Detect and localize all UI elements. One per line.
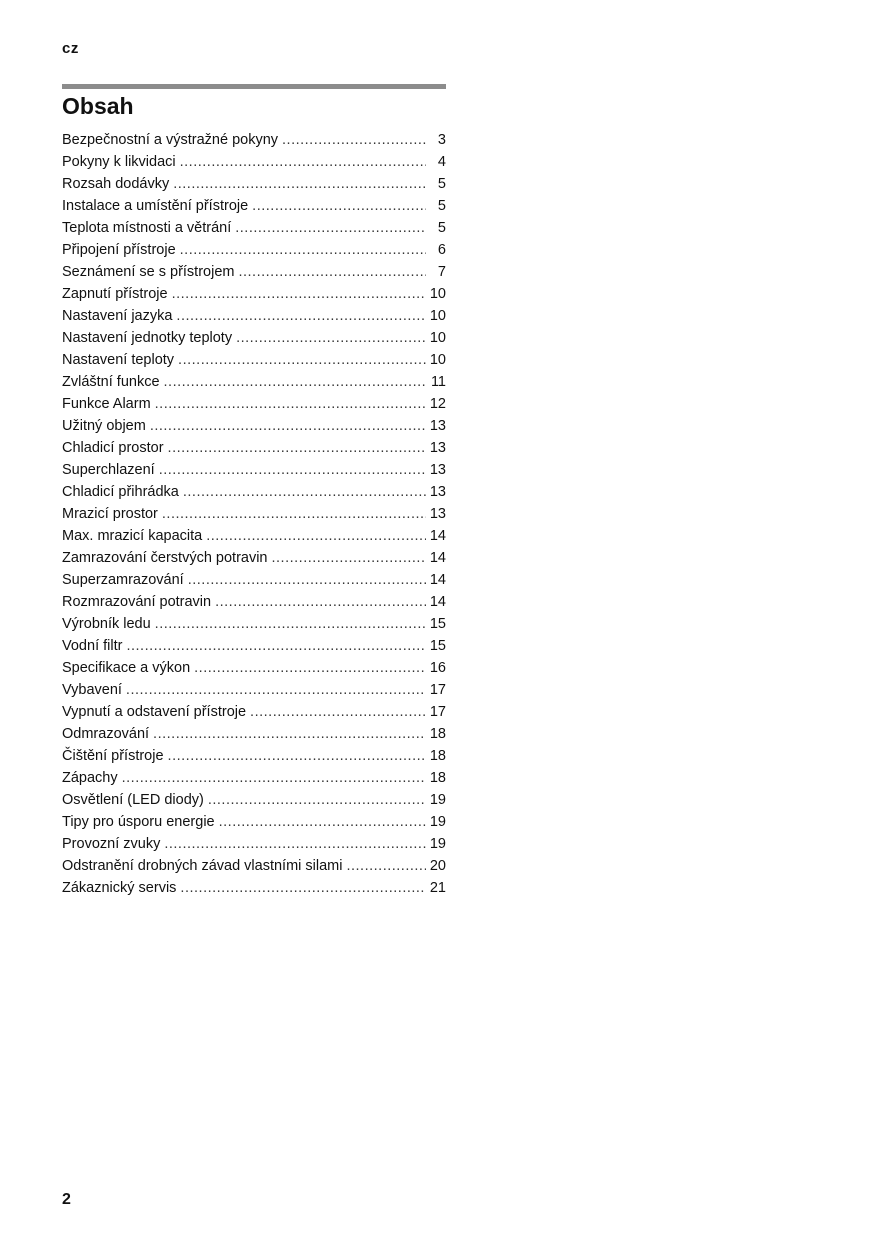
toc-entry[interactable] bbox=[62, 239, 446, 261]
toc-dot-leader bbox=[208, 789, 426, 811]
toc-entry-page: 10 bbox=[429, 308, 446, 324]
toc-entry-page: 17 bbox=[429, 704, 446, 720]
toc-entry-label: Připojení přístroje bbox=[62, 242, 176, 258]
toc-entry-label: Provozní zvuky bbox=[62, 836, 161, 852]
toc-entry-label: Teplota místnosti a větrání bbox=[62, 220, 232, 236]
toc-entry-page: 13 bbox=[429, 484, 446, 500]
toc-entry[interactable] bbox=[62, 173, 446, 195]
toc-entry[interactable] bbox=[62, 415, 446, 437]
toc-entry-page: 14 bbox=[429, 594, 446, 610]
page-title: Obsah bbox=[62, 93, 134, 119]
toc-entry-label: Max. mrazicí kapacita bbox=[62, 528, 203, 544]
toc-entry-label: Odmrazování bbox=[62, 726, 150, 742]
toc-entry-page: 13 bbox=[429, 462, 446, 478]
toc-entry-page: 14 bbox=[429, 572, 446, 588]
toc-entry[interactable] bbox=[62, 767, 446, 789]
toc-entry-label: Čištění přístroje bbox=[62, 748, 164, 764]
toc-dot-leader bbox=[252, 195, 426, 217]
toc-entry[interactable] bbox=[62, 283, 446, 305]
toc-entry-page: 16 bbox=[429, 660, 446, 676]
toc-dot-leader bbox=[126, 635, 426, 657]
toc-entry-label: Zápachy bbox=[62, 770, 118, 786]
toc-entry-label: Superzamrazování bbox=[62, 572, 184, 588]
toc-entry-page: 5 bbox=[437, 198, 446, 214]
toc-entry-page: 19 bbox=[429, 836, 446, 852]
toc-dot-leader bbox=[194, 657, 426, 679]
toc-entry[interactable] bbox=[62, 371, 446, 393]
toc-entry-label: Výrobník ledu bbox=[62, 616, 151, 632]
toc-entry-label: Mrazicí prostor bbox=[62, 506, 158, 522]
toc-entry-label: Instalace a umístění přístroje bbox=[62, 198, 249, 214]
toc-dot-leader bbox=[159, 459, 426, 481]
toc-entry-label: Pokyny k likvidaci bbox=[62, 154, 176, 170]
toc-entry-page: 6 bbox=[437, 242, 446, 258]
toc-entry-label: Užitný objem bbox=[62, 418, 146, 434]
toc-dot-leader bbox=[272, 547, 427, 569]
toc-dot-leader bbox=[219, 811, 426, 833]
toc-entry-page: 5 bbox=[437, 176, 446, 192]
toc-entry[interactable] bbox=[62, 833, 446, 855]
language-code: cz bbox=[62, 40, 79, 57]
toc-dot-leader bbox=[164, 371, 426, 393]
toc-entry[interactable] bbox=[62, 855, 446, 877]
toc-entry[interactable] bbox=[62, 657, 446, 679]
toc-dot-leader bbox=[250, 701, 426, 723]
toc-entry-label: Vodní filtr bbox=[62, 638, 123, 654]
toc-entry-page: 11 bbox=[430, 374, 446, 390]
toc-dot-leader bbox=[173, 173, 426, 195]
toc-dot-leader bbox=[150, 415, 426, 437]
toc-dot-leader bbox=[236, 327, 426, 349]
toc-entry[interactable] bbox=[62, 591, 446, 613]
toc-dot-leader bbox=[180, 877, 426, 899]
toc-entry[interactable] bbox=[62, 745, 446, 767]
toc-entry[interactable] bbox=[62, 679, 446, 701]
toc-entry-label: Superchlazení bbox=[62, 462, 155, 478]
toc-dot-leader bbox=[206, 525, 426, 547]
toc-entry-page: 19 bbox=[429, 814, 446, 830]
toc-entry-page: 15 bbox=[429, 616, 446, 632]
toc-dot-leader bbox=[155, 613, 426, 635]
toc-entry[interactable] bbox=[62, 503, 446, 525]
toc-entry[interactable] bbox=[62, 481, 446, 503]
toc-entry-page: 14 bbox=[429, 550, 446, 566]
toc-entry-page: 18 bbox=[429, 726, 446, 742]
toc-dot-leader bbox=[168, 745, 426, 767]
toc-entry-label: Seznámení se s přístrojem bbox=[62, 264, 235, 280]
page-number: 2 bbox=[62, 1191, 71, 1208]
toc-entry-label: Specifikace a výkon bbox=[62, 660, 191, 676]
toc-dot-leader bbox=[215, 591, 426, 613]
toc-entry-label: Vybavení bbox=[62, 682, 122, 698]
toc-entry-label: Odstranění drobných závad vlastními silami bbox=[62, 858, 343, 874]
toc-entry-page: 5 bbox=[437, 220, 446, 236]
toc-entry-label: Chladicí přihrádka bbox=[62, 484, 179, 500]
toc-dot-leader bbox=[178, 349, 426, 371]
toc-entry-label: Zákaznický servis bbox=[62, 880, 177, 896]
toc-entry[interactable] bbox=[62, 723, 446, 745]
toc-entry-label: Zapnutí přístroje bbox=[62, 286, 168, 302]
toc-entry[interactable] bbox=[62, 129, 446, 151]
toc-entry[interactable] bbox=[62, 635, 446, 657]
toc-entry-page: 13 bbox=[429, 440, 446, 456]
toc-entry[interactable] bbox=[62, 789, 446, 811]
toc-dot-leader bbox=[183, 481, 426, 503]
toc-entry-label: Tipy pro úsporu energie bbox=[62, 814, 215, 830]
toc-entry-page: 10 bbox=[429, 352, 446, 368]
toc-dot-leader bbox=[282, 129, 426, 151]
toc-entry-page: 7 bbox=[437, 264, 446, 280]
title-rule bbox=[62, 84, 446, 89]
table-of-contents bbox=[62, 129, 446, 899]
toc-entry-page: 18 bbox=[429, 770, 446, 786]
toc-entry-label: Chladicí prostor bbox=[62, 440, 164, 456]
toc-entry-page: 14 bbox=[429, 528, 446, 544]
toc-entry-page: 21 bbox=[429, 880, 446, 896]
toc-entry[interactable] bbox=[62, 569, 446, 591]
toc-entry[interactable] bbox=[62, 613, 446, 635]
toc-entry[interactable] bbox=[62, 393, 446, 415]
toc-dot-leader bbox=[188, 569, 426, 591]
toc-dot-leader bbox=[164, 833, 426, 855]
toc-entry[interactable] bbox=[62, 877, 446, 899]
toc-dot-leader bbox=[172, 283, 426, 305]
toc-entry[interactable] bbox=[62, 459, 446, 481]
toc-entry-label: Osvětlení (LED diody) bbox=[62, 792, 204, 808]
toc-dot-leader bbox=[238, 261, 426, 283]
toc-entry-label: Zamrazování čerstvých potravin bbox=[62, 550, 268, 566]
toc-entry-label: Nastavení teploty bbox=[62, 352, 175, 368]
toc-dot-leader bbox=[180, 239, 426, 261]
toc-entry[interactable] bbox=[62, 217, 446, 239]
toc-entry[interactable] bbox=[62, 349, 446, 371]
toc-entry-page: 10 bbox=[429, 330, 446, 346]
toc-entry[interactable] bbox=[62, 437, 446, 459]
toc-entry-page: 20 bbox=[429, 858, 446, 874]
toc-entry-label: Nastavení jednotky teploty bbox=[62, 330, 233, 346]
toc-entry-page: 12 bbox=[429, 396, 446, 412]
toc-entry-page: 15 bbox=[429, 638, 446, 654]
toc-entry[interactable] bbox=[62, 261, 446, 283]
toc-entry[interactable] bbox=[62, 701, 446, 723]
toc-dot-leader bbox=[168, 437, 426, 459]
toc-entry[interactable] bbox=[62, 811, 446, 833]
toc-dot-leader bbox=[155, 393, 426, 415]
toc-dot-leader bbox=[346, 855, 426, 877]
toc-entry-label: Funkce Alarm bbox=[62, 396, 151, 412]
toc-entry-page: 17 bbox=[429, 682, 446, 698]
toc-entry-page: 13 bbox=[429, 418, 446, 434]
toc-entry-label: Vypnutí a odstavení přístroje bbox=[62, 704, 247, 720]
toc-dot-leader bbox=[126, 679, 426, 701]
toc-dot-leader bbox=[122, 767, 426, 789]
toc-entry-page: 13 bbox=[429, 506, 446, 522]
toc-entry[interactable] bbox=[62, 547, 446, 569]
toc-entry-label: Nastavení jazyka bbox=[62, 308, 173, 324]
toc-entry-page: 10 bbox=[429, 286, 446, 302]
toc-entry-label: Bezpečnostní a výstražné pokyny bbox=[62, 132, 279, 148]
toc-entry-page: 18 bbox=[429, 748, 446, 764]
toc-dot-leader bbox=[162, 503, 426, 525]
toc-entry-label: Zvláštní funkce bbox=[62, 374, 160, 390]
toc-entry[interactable] bbox=[62, 151, 446, 173]
toc-entry-label: Rozsah dodávky bbox=[62, 176, 170, 192]
toc-entry[interactable] bbox=[62, 525, 446, 547]
toc-dot-leader bbox=[235, 217, 426, 239]
toc-entry[interactable] bbox=[62, 195, 446, 217]
toc-entry-page: 19 bbox=[429, 792, 446, 808]
toc-entry-label: Rozmrazování potravin bbox=[62, 594, 212, 610]
toc-dot-leader bbox=[176, 305, 426, 327]
toc-entry[interactable] bbox=[62, 327, 446, 349]
toc-entry-page: 4 bbox=[437, 154, 446, 170]
toc-dot-leader bbox=[180, 151, 426, 173]
toc-entry-page: 3 bbox=[437, 132, 446, 148]
toc-entry[interactable] bbox=[62, 305, 446, 327]
toc-dot-leader bbox=[153, 723, 426, 745]
